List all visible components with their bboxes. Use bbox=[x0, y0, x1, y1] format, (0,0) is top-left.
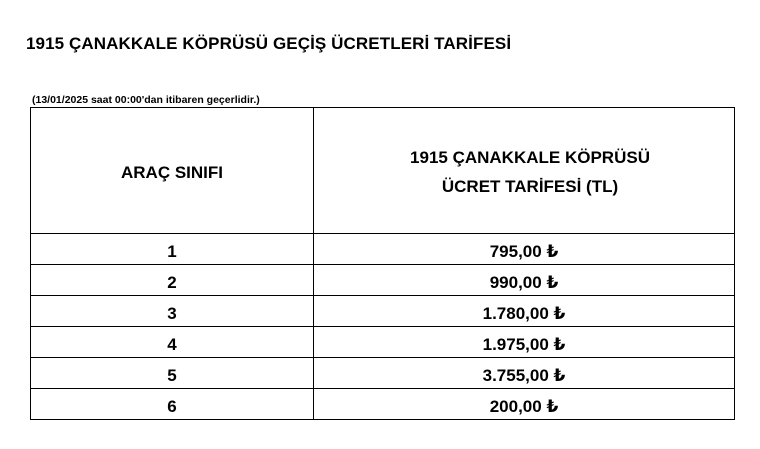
vehicle-class-cell: 6 bbox=[31, 389, 314, 420]
tariff-header-line2: ÜCRET TARİFESİ (TL) bbox=[441, 176, 619, 196]
table-row bbox=[31, 265, 735, 296]
document-title: 1915 ÇANAKKALE KÖPRÜSÜ GEÇİŞ ÜCRETLERİ TARİFESİ bbox=[26, 34, 512, 53]
validity-note: (13/01/2025 saat 00:00'dan itibaren geçerlidir.) bbox=[32, 94, 260, 106]
vehicle-class-header-label: ARAÇ SINIFI bbox=[121, 163, 223, 182]
fee-cell bbox=[314, 234, 735, 265]
vehicle-class-cell: 5 bbox=[31, 358, 314, 389]
table-row bbox=[31, 358, 735, 389]
table-row bbox=[31, 389, 735, 420]
table-row bbox=[31, 327, 735, 358]
table-row bbox=[31, 234, 735, 265]
vehicle-class-cell: 2 bbox=[31, 265, 314, 296]
table-row bbox=[31, 296, 735, 327]
fee-value: 795,00 ₺ bbox=[489, 242, 559, 261]
fee-value: 990,00 ₺ bbox=[489, 273, 559, 292]
table-header-row bbox=[31, 108, 735, 234]
tariff-header-line1: 1915 ÇANAKKALE KÖPRÜSÜ bbox=[410, 147, 650, 167]
fee-cell bbox=[314, 296, 735, 327]
fee-value: 200,00 ₺ bbox=[489, 397, 559, 416]
fee-value: 1.780,00 ₺ bbox=[482, 304, 566, 323]
vehicle-class-cell: 1 bbox=[31, 234, 314, 265]
fee-cell bbox=[314, 389, 735, 420]
fee-value: 1.975,00 ₺ bbox=[482, 335, 566, 354]
fee-value: 3.755,00 ₺ bbox=[482, 366, 566, 385]
fee-cell bbox=[314, 327, 735, 358]
vehicle-class-cell: 4 bbox=[31, 327, 314, 358]
tariff-header bbox=[314, 108, 735, 234]
fee-cell bbox=[314, 265, 735, 296]
fee-cell bbox=[314, 358, 735, 389]
toll-tariff-table bbox=[30, 107, 735, 420]
vehicle-class-header bbox=[31, 108, 314, 234]
vehicle-class-cell: 3 bbox=[31, 296, 314, 327]
